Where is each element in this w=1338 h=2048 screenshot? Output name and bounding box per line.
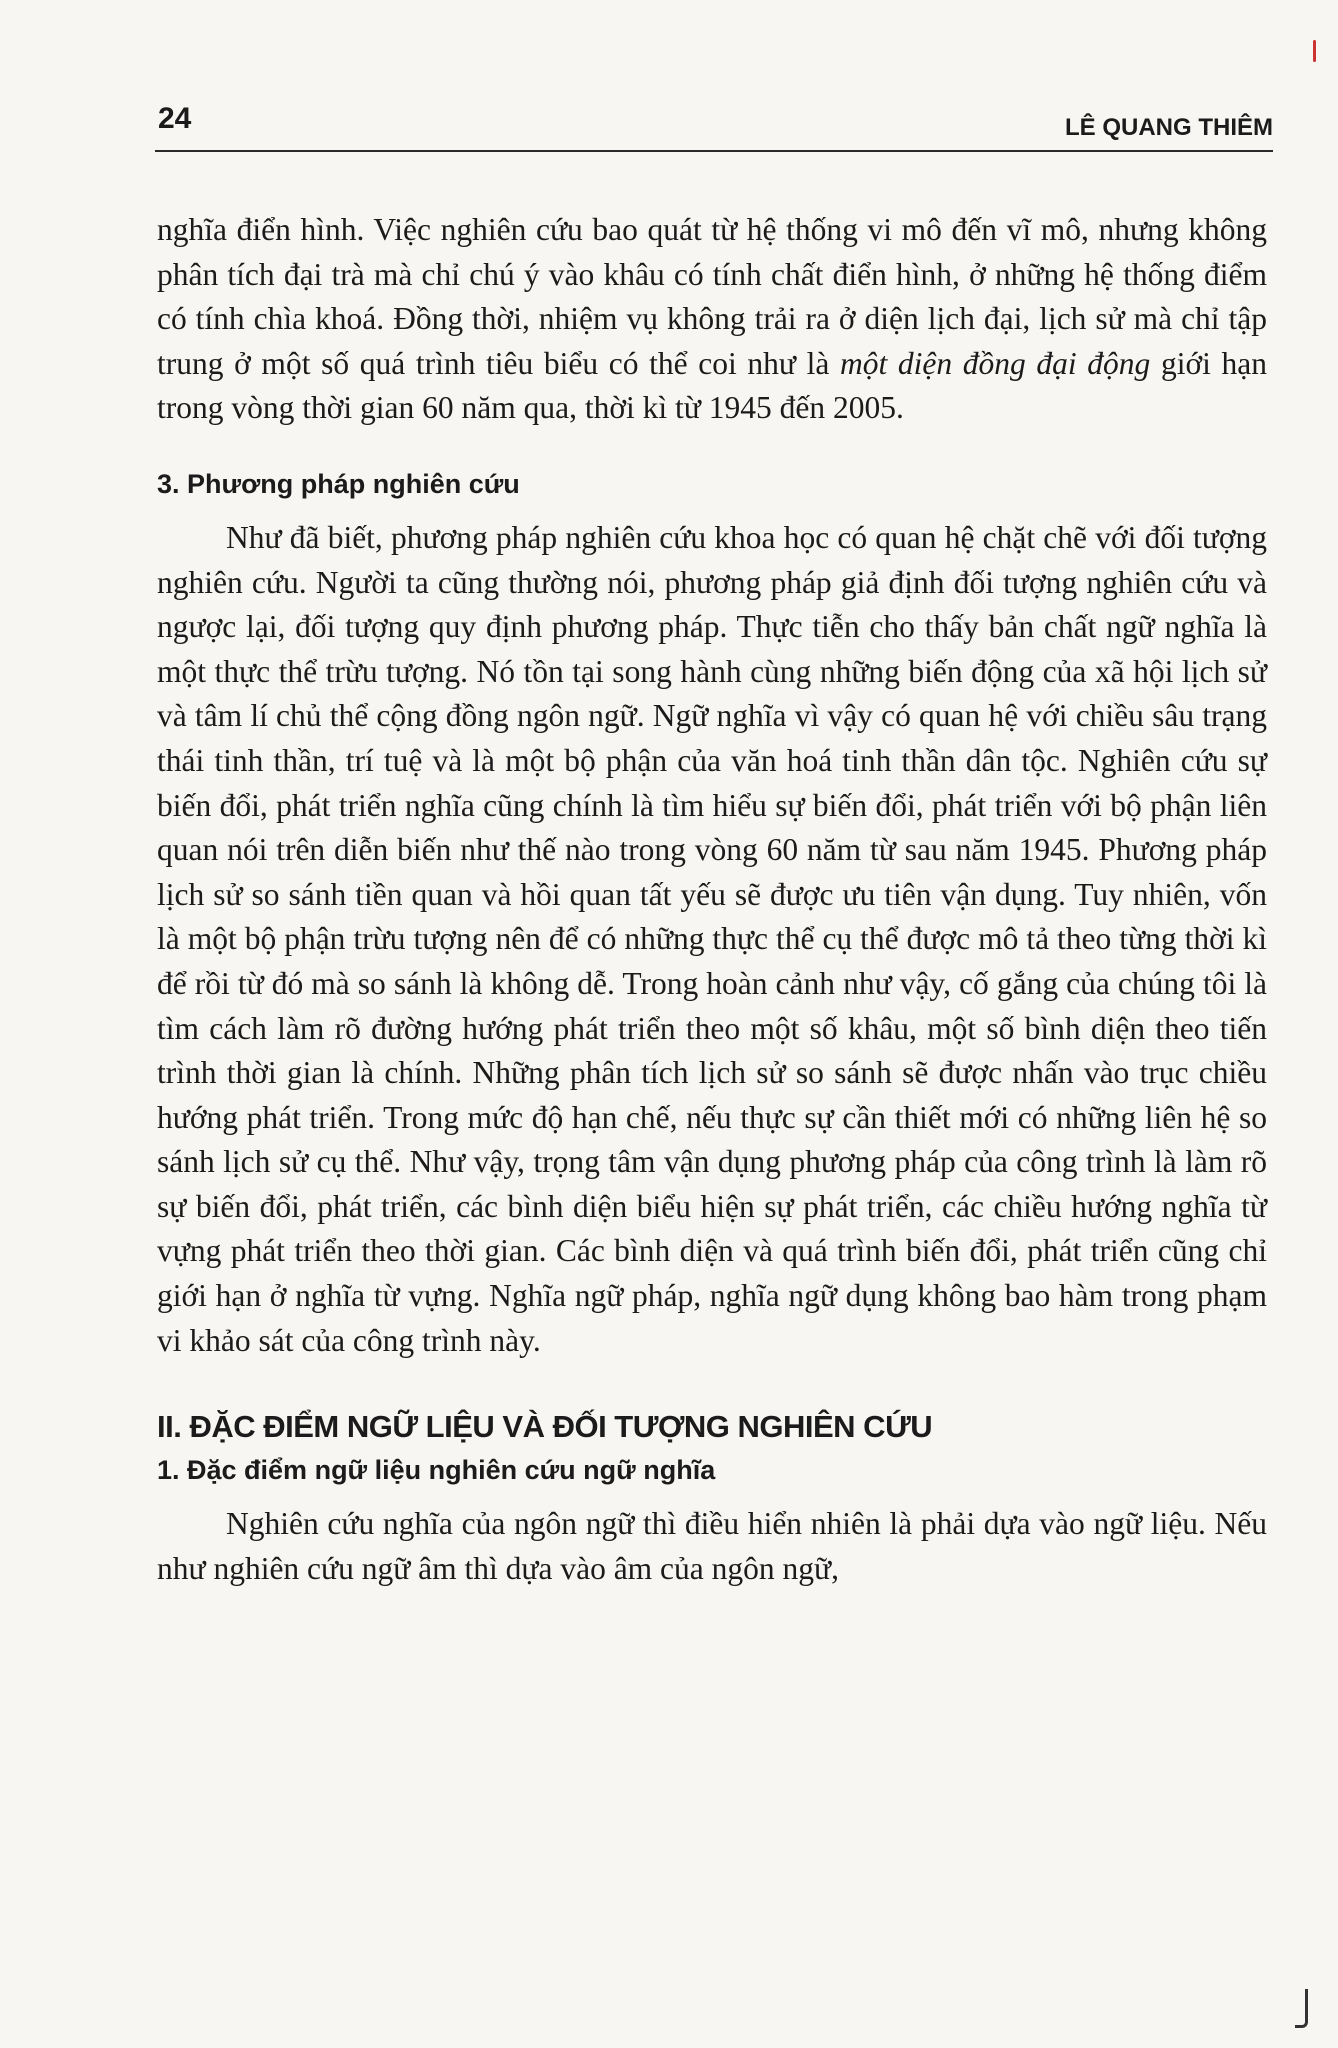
subheading-corpus: 1. Đặc điểm ngữ liệu nghiên cứu ngữ nghĩa [157,1455,716,1486]
page-number: 24 [158,102,192,135]
paragraph-text: nghĩa điển hình. Việc nghiên cứu bao quát từ hệ thống vi mô đến vĩ mô, nhưng không phân tích đại trà mà chỉ chú ý vào khâu có tính chất điển hình, ở những hệ thống điểm có tính chìa khoá. Đồng thời, nhiệm vụ không trải ra ở diện lịch đại, lịch sử mà chỉ tập trung ở một số quá trình tiêu biểu có thể coi như là [157,212,1267,381]
section-heading-II: II. ĐẶC ĐIỂM NGỮ LIỆU VÀ ĐỐI TƯỢNG NGHIÊN CỨU [157,1409,933,1445]
page-body [157,208,1267,1591]
paragraph-text: giới hạn trong vòng thời gian 60 năm qua, thời kì từ 1945 đến 2005. [157,345,1267,426]
paragraph-continuation [157,208,1267,431]
page-header [155,100,1273,152]
paragraph-methods: Như đã biết, phương pháp nghiên cứu khoa học có quan hệ chặt chẽ với đối tượng nghiên cứu. Người ta cũng thường nói, phương pháp giả định đối tượng nghiên cứu và ngược lại, đối tượng quy định phương pháp. Thực tiễn cho thấy bản chất ngữ nghĩa là một thực thể trừu tượng. Nó tồn tại song hành cùng những biến động của xã hội lịch sử và tâm lí chủ thể cộng đồng ngôn ngữ. Ngữ nghĩa vì vậy có quan hệ với chiều sâu trạng thái tinh thần, trí tuệ và là một bộ phận của văn hoá tinh thần dân tộc. Nghiên cứu sự biến đổi, phát triển nghĩa cũng chính là tìm hiểu sự biến đổi, phát triển với bộ phận liên quan nói trên diễn biến như thế nào trong vòng 60 năm từ sau năm 1945. Phương pháp lịch sử so sánh tiền quan và hồi quan tất yếu sẽ được ưu tiên vận dụng. Tuy nhiên, vốn là một bộ phận trừu tượng nên để có những thực thể cụ thể được mô tả theo từng thời kì để rồi từ đó mà so sánh là không dễ. Trong hoàn cảnh như vậy, cố gắng của chúng tôi là tìm cách làm rõ đường hướng phát triển theo một số khâu, một số bình diện theo tiến trình thời gian là chính. Những phân tích lịch sử so sánh sẽ được nhấn vào trục chiều hướng phát triển. Trong mức độ hạn chế, nếu thực sự cần thiết mới có những liên hệ so sánh lịch sử cụ thể. Như vậy, trọng tâm vận dụng phương pháp của công trình là làm rõ sự biến đổi, phát triển, các bình diện biểu hiện sự phát triển, các chiều hướng nghĩa từ vựng phát triển theo thời gian. Các bình diện và quá trình biến đổi, phát triển cũng chỉ giới hạn ở nghĩa từ vựng. Nghĩa ngữ pháp, nghĩa ngữ dụng không bao hàm trong phạm vi khảo sát của công trình này. [157,519,1267,1358]
paragraph-corpus: Nghiên cứu nghĩa của ngôn ngữ thì điều hiển nhiên là phải dựa vào ngữ liệu. Nếu như nghiên cứu ngữ âm thì dựa vào âm của ngôn ngữ, [157,1506,1267,1586]
page-corner-mark [1295,1989,1308,2028]
emphasized-phrase: một diện đồng đại động [839,345,1151,381]
page-edge-mark [1313,40,1316,62]
subheading-methods: 3. Phương pháp nghiên cứu [157,468,520,499]
running-head-author: LÊ QUANG THIÊM [1065,114,1273,141]
